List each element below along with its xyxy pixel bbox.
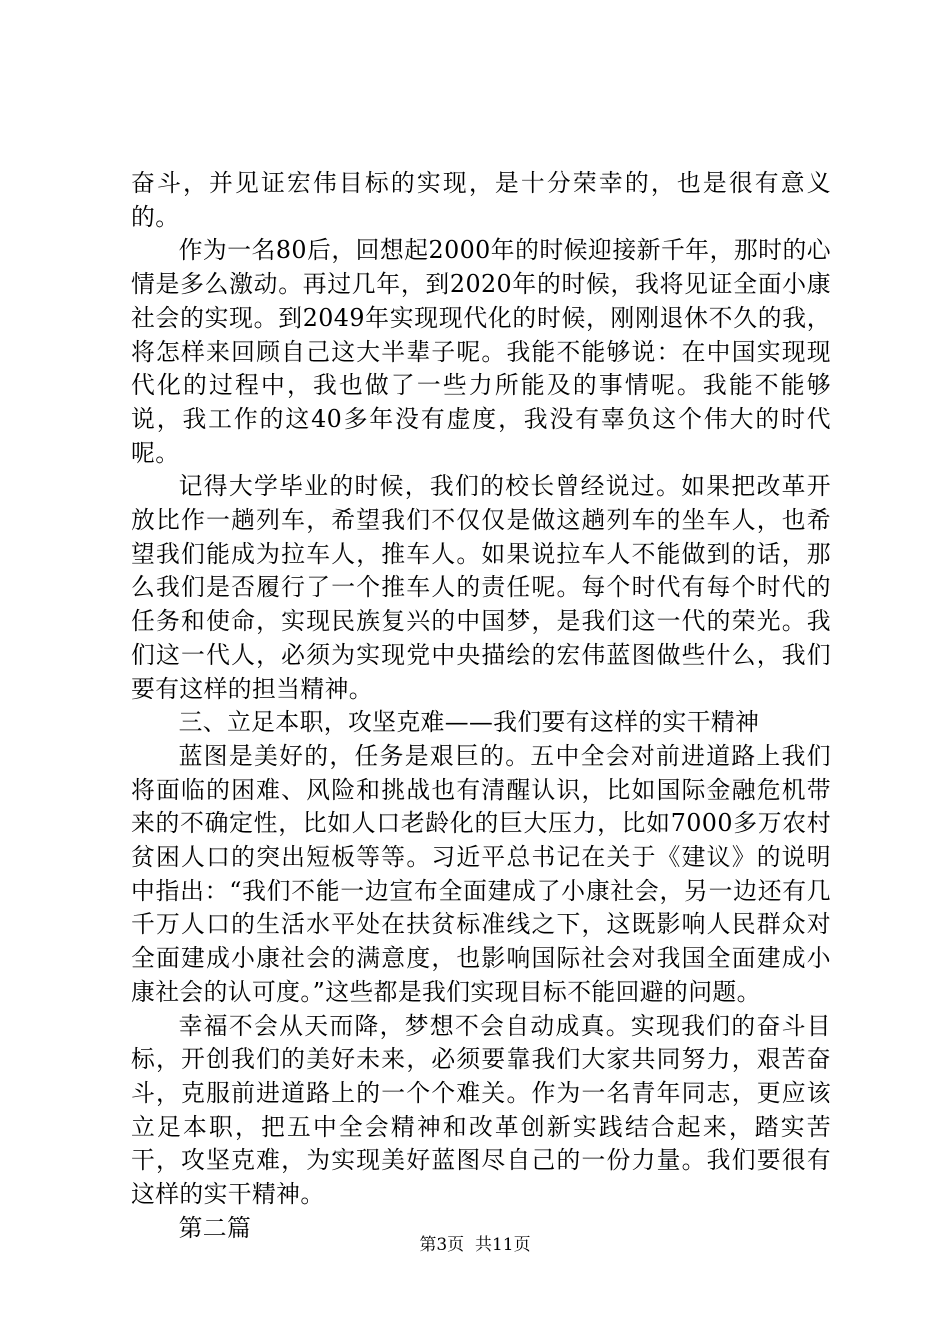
paragraph-3: 记得大学毕业的时候，我们的校长曾经说过。如果把改革开放比作一趟列车，希望我们不仅仅是做这趟列车的坐车人，也希望我们能成为拉车人，推车人。如果说拉车人不能做到的话，那么我们是否履行了一个推车人的责任呢。每个时代有每个时代的任务和使命，实现民族复兴的中国梦，是我们这一代的荣光。我们这一代人，必须为实现党中央描绘的宏伟蓝图做些什么，我们要有这样的担当精神。: [131, 472, 831, 703]
paragraph-1: 奋斗，并见证宏伟目标的实现，是十分荣幸的，也是很有意义的。: [131, 169, 831, 231]
document-body: [131, 167, 831, 1246]
paragraph-5: 幸福不会从天而降，梦想不会自动成真。实现我们的奋斗目标，开创我们的美好未来，必须要靠我们大家共同努力，艰苦奋斗，克服前进道路上的一个个难关。作为一名青年同志，更应该立足本职，把五中全会精神和改革创新实践结合起来，踏实苦干，攻坚克难，为实现美好蓝图尽自己的一份力量。我们要很有这样的实干精神。: [131, 1011, 831, 1209]
paragraph-4: 蓝图是美好的，任务是艰巨的。五中全会对前进道路上我们将面临的困难、风险和挑战也有清醒认识，比如国际金融危机带来的不确定性，比如人口老龄化的巨大压力，比如7000多万农村贫困人口的突出短板等等。习近平总书记在关于《建议》的说明中指出：“我们不能一边宣布全面建成了小康社会，另一边还有几千万人口的生活水平处在扶贫标准线之下，这既影响人民群众对全面建成小康社会的满意度，也影响国际社会对我国全面建成小康社会的认可度。”这些都是我们实现目标不能回避的问题。: [131, 741, 831, 1006]
page-footer: [0, 1234, 950, 1256]
paragraph-2: 作为一名80后，回想起2000年的时候迎接新千年，那时的心情是多么激动。再过几年，到2020年的时候，我将见证全面小康社会的实现。到2049年实现现代化的时候，刚刚退休不久的我，将怎样来回顾自己这大半辈子呢。我能不能够说：在中国实现现代化的过程中，我也做了一些力所能及的事情呢。我能不能够说，我工作的这40多年没有虚度，我没有辜负这个伟大的时代呢。: [131, 236, 831, 467]
page-number: 第3页 共11页: [419, 1235, 531, 1255]
section-heading-3: 三、立足本职，攻坚克难——我们要有这样的实干精神: [178, 708, 760, 737]
part-heading-second: 第二篇: [178, 1213, 252, 1242]
